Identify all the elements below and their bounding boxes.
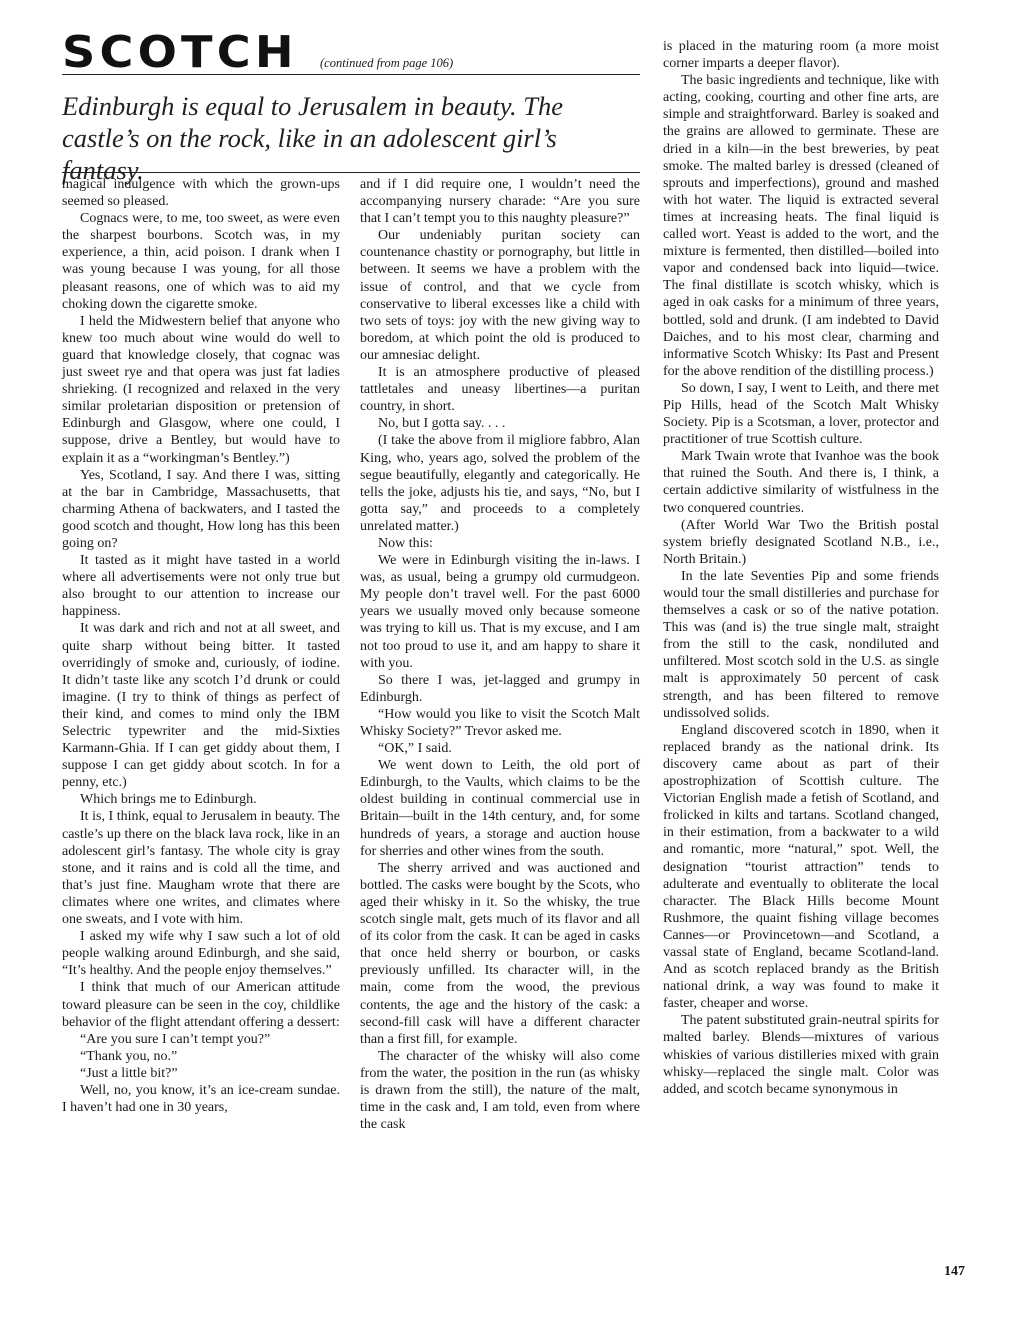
paragraph: Well, no, you know, it’s an ice-cream sundae. I haven’t had one in 30 years, bbox=[62, 1082, 340, 1116]
paragraph: I held the Midwestern belief that anyone who knew too much about wine would do well to guard that knowledge closely, that cognac was just sweet rye and that opera was just fat ladies shrieking. (I recognized and relaxed in the very similar proletarian disposition or pretension of Edinburgh and Glasgow, where one could, I suppose, drive a Bentley, but would have to explain it as a “workingman’s Bentley.”) bbox=[62, 313, 340, 466]
paragraph: I asked my wife why I saw such a lot of old people walking around Edinburgh, and she said, “It’s healthy. And the people enjoy themselves.” bbox=[62, 929, 340, 979]
paragraph: It was dark and rich and not at all sweet, and quite sharp without being bitter. It tasted overridingly of smoke and, curiously, of iodine. It didn’t taste like any scotch I’d drunk or could imagine. (I try to think of things as perfect of their kind, and comes to mind only the IBM Selectric typewriter and the mid-Sixties Karmann-Ghia. If I can get giddy about them, I suppose I can get giddy about scotch. In for a penny, etc.) bbox=[62, 621, 340, 791]
paragraph: It is an atmosphere productive of pleased tattletales and uneasy libertines—a puritan country, in short. bbox=[360, 365, 640, 415]
paragraph: “Thank you, no.” bbox=[80, 1048, 178, 1064]
text-column-2 bbox=[360, 176, 640, 1133]
paragraph: So there I was, jet-lagged and grumpy in Edinburgh. bbox=[360, 672, 640, 705]
top-rule bbox=[62, 74, 640, 75]
paragraph: “Are you sure I can’t tempt you?” bbox=[80, 1031, 271, 1047]
paragraph: “Just a little bit?” bbox=[80, 1065, 178, 1081]
paragraph: I think that much of our American attitude toward pleasure can be seen in the coy, childlike behavior of the flight attendant offering a dessert: bbox=[62, 980, 340, 1030]
paragraph: “OK,” I said. bbox=[378, 741, 452, 757]
paragraph: is placed in the maturing room (a more moist corner imparts a deeper flavor). bbox=[663, 39, 939, 72]
paragraph: No, but I gotta say. . . . bbox=[378, 416, 506, 432]
paragraph: We were in Edinburgh visiting the in-laws. I was, as usual, being a grumpy old curmudgeon. My people don’t travel well. For the past 6000 years we usually moved only because someone was trying to kill us. That is my excuse, and I am not too proud to use it, and am happy to share it with you. bbox=[360, 553, 640, 671]
text-column-1 bbox=[62, 176, 340, 1116]
paragraph: magical indulgence with which the grown-ups seemed so pleased. bbox=[62, 177, 340, 210]
paragraph: Now this: bbox=[378, 535, 433, 551]
paragraph: (I take the above from il migliore fabbro, Alan King, who, years ago, solved the problem of the segue beautifully, elegantly and categorically. He tells the joke, adjusts his tie, and says, “No, but I gotta say,” and proceeds to a completely unrelated matter.) bbox=[360, 433, 640, 534]
paragraph: The sherry arrived and was auctioned and bottled. The casks were bought by the Scots, who aged their whisky in it. So the whisky, the true scotch single malt, gets much of its flavor and all of its color from the cask. It can be aged in casks that once held sherry or bourbon, or casks previously unfilled. Its character will, in the main, come from the wood, the previous contents, the age and the history of the cask: a second-fill cask will have a different character than a first fill, for example. bbox=[360, 860, 640, 1047]
paragraph: “How would you like to visit the Scotch Malt Whisky Society?” Trevor asked me. bbox=[360, 706, 640, 739]
paragraph: Cognacs were, to me, too sweet, as were even the sharpest bourbons. Scotch was, in my experience, a thin, acid poison. I drank when I was young because I was young, for all those pleasant reasons, one of which was to aid my choking down the cigarette smoke. bbox=[62, 211, 340, 312]
paragraph: Our undeniably puritan society can countenance chastity or pornography, but little in between. It seems we have a problem with the issue of control, and that we cycle from conservative to liberal excesses like a child with two sets of toys: joy with the new giving way to boredom, at which point the old is produced to our amnesiac delight. bbox=[360, 228, 640, 363]
paragraph: Mark Twain wrote that Ivanhoe was the book that ruined the South. And there is, I think, a certain addictive similarity of wistfulness in the two conquered countries. bbox=[663, 449, 939, 516]
paragraph: (After World War Two the British postal system briefly designated Scotland N.B., i.e., North Britain.) bbox=[663, 517, 939, 567]
paragraph: It is, I think, equal to Jerusalem in beauty. The castle’s up there on the black lava rock, like in an adolescent girl’s fantasy. The whole city is gray stone, and it rains and is cold all the time, and that’s just fine. Maugham wrote that there are climates where one writes, and climates where one sweats, and I vote with him. bbox=[62, 809, 340, 928]
page-number: 147 bbox=[944, 1264, 965, 1279]
paragraph: England discovered scotch in 1890, when it replaced brandy as the national drink. Its discovery came about as part of their apostrophization of Scottish culture. The Victorian English made a fetish of Scotland, and frolicked in kilts and tartans. Scotland changed, in their estimation, from a backwater to a wild and romantic, more “natural,” spot. Well, the designation “tourist attraction” tends to adulterate and eventually to obliterate the local character. The Black Hills become Mount Rushmore, the quaint fishing village becomes Cannes—or Provincetown—and Scotland, a vassal state of England, became Scotland-land. And as scotch replaced brandy as the British national drink, a way was found to make it faster, cheaper and worse. bbox=[663, 722, 939, 1012]
article-header bbox=[62, 27, 640, 78]
paragraph: The character of the whisky will also come from the water, the position in the run (as whisky is drawn from the still), the nature of the malt, time in the cask and, I am told, even from where the cask bbox=[360, 1048, 640, 1133]
paragraph: The basic ingredients and technique, like with acting, cooking, courting and other fine arts, are simple and straightforward. Barley is soaked and the grains are allowed to germinate. These are dried in a kiln—in the best breweries, by peat smoke. The malted barley is dressed (cleaned of sprouts and imperfections), ground and mashed with hot water. The liquid is extracted several times at increasing heats. The final liquid is called wort. Yeast is added to the wort, and the mixture is fermented, then distilled—boiled into vapor and condensed back into liquid—twice. The final distillate is scotch whisky, which is aged in oak casks for a minimum of three years, bottled, sold and drunk. (I am indebted to David Daiches, and to his most clear, charming and informative Scotch Whisky: Its Past and Present for the above rendition of the distilling process.) bbox=[663, 73, 939, 379]
paragraph: We went down to Leith, the old port of Edinburgh, to the Vaults, which claims to be the oldest building in continual commercial use in Britain—built in the 14th century, and, for some hundreds of years, a storage and auction house for sherries and other wines from the south. bbox=[360, 758, 640, 859]
paragraph: Yes, Scotland, I say. And there I was, sitting at the bar in Cambridge, Massachusetts, that charming Athena of backwaters, and I tasted the good scotch and thought, How long has this been going on? bbox=[62, 467, 340, 551]
bottom-rule bbox=[62, 172, 640, 173]
continued-note: (continued from page 106) bbox=[320, 56, 454, 70]
text-column-3 bbox=[663, 38, 939, 1098]
paragraph: Which brings me to Edinburgh. bbox=[80, 792, 257, 808]
paragraph: In the late Seventies Pip and some friends would tour the small distilleries and purchase for themselves a cask or so of the native potation. This was (and is) the true single malt, straight from the still to the cask, nondiluted and unfiltered. Most scotch sold in the U.S. as single malt is approximately 50 percent of cask strength, and has been filtered to remove undissolved solids. bbox=[663, 568, 939, 721]
paragraph: The patent substituted grain-neutral spirits for malted barley. Blends—mixtures of various whiskies of various distilleries mixed with grain whisky—replaced the single malt. Color was added, and scotch became synonymous in bbox=[663, 1013, 939, 1097]
paragraph: and if I did require one, I wouldn’t need the accompanying nursery charade: “Are you sure that I can’t tempt you to this naughty pleasure?” bbox=[360, 177, 640, 227]
paragraph: It tasted as it might have tasted in a world where all advertisements were not only true but also brought to our attention to increase our happiness. bbox=[62, 553, 340, 620]
pull-quote: Edinburgh is equal to Jerusalem in beauty. The castle’s on the rock, like in an adolescent girl’s fantasy. bbox=[62, 91, 563, 185]
paragraph: So down, I say, I went to Leith, and there met Pip Hills, head of the Scotch Malt Whisky Society. Pip is a Scotsman, a lover, protector and practitioner of true Scottish culture. bbox=[663, 380, 939, 448]
section-logo: SCOTCH bbox=[62, 27, 298, 78]
